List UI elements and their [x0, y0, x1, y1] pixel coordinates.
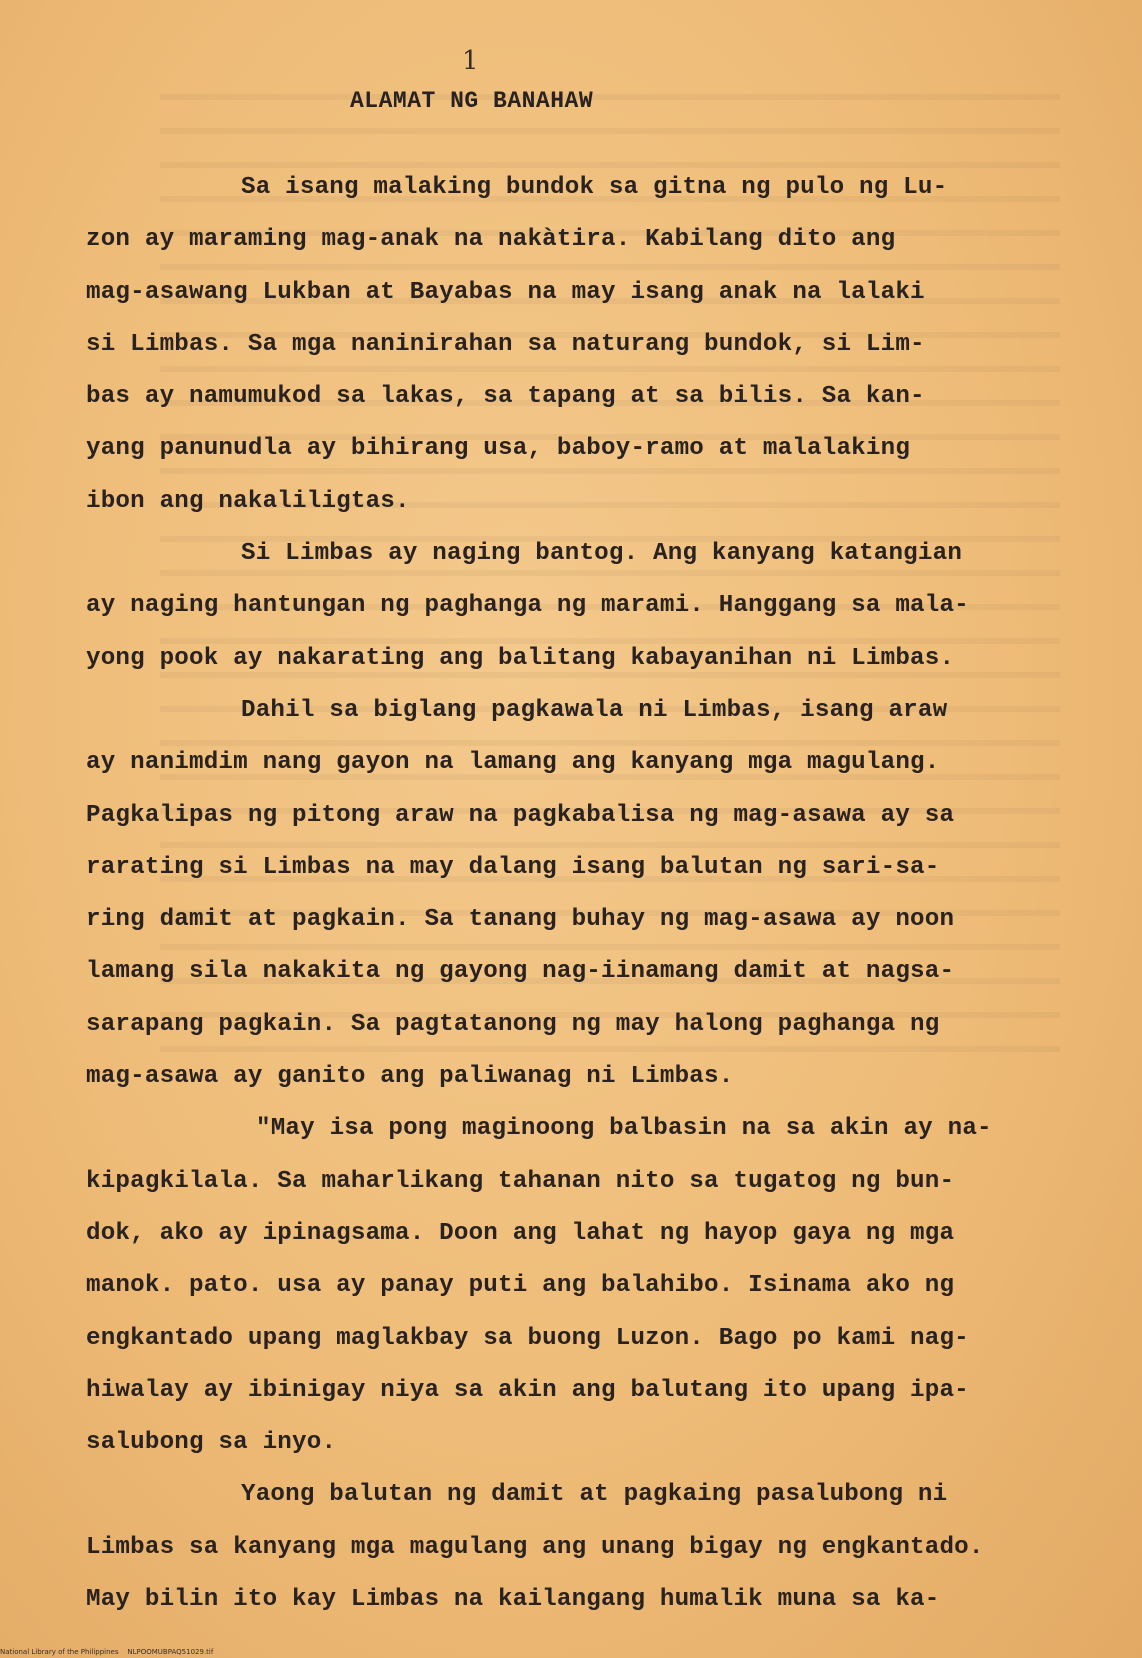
text-line: bas ay namumukod sa lakas, sa tapang at sa bilis. Sa kan-: [86, 383, 925, 411]
text-line: lamang sila nakakita ng gayong nag-iinamang damit at nagsa-: [86, 958, 955, 986]
text-line: manok. pato. usa ay panay puti ang balahibo. Isinama ako ng: [86, 1272, 955, 1300]
text-line: ibon ang nakaliligtas.: [86, 487, 410, 515]
page-number: 1: [462, 46, 479, 76]
text-line: hiwalay ay ibinigay niya sa akin ang balutang ito upang ipa-: [86, 1376, 969, 1404]
body-text: [86, 162, 1086, 1626]
page-title: ALAMAT NG BANAHAW: [350, 88, 594, 114]
text-line: mag-asawang Lukban at Bayabas na may isang anak na lalaki: [86, 278, 925, 306]
text-line: Si Limbas ay naging bantog. Ang kanyang katangian: [241, 540, 963, 568]
text-line: Yaong balutan ng damit at pagkaing pasalubong ni: [241, 1481, 948, 1509]
text-line: sarapang pagkain. Sa pagtatanong ng may halong paghanga ng: [86, 1010, 940, 1038]
text-line: rarating si Limbas na may dalang isang balutan ng sari-sa-: [86, 853, 940, 881]
text-line: zon ay maraming mag-anak na nakàtira. Kabilang dito ang: [86, 226, 896, 254]
text-line: dok, ako ay ipinagsama. Doon ang lahat ng hayop gaya ng mga: [86, 1219, 955, 1247]
text-line: engkantado upang maglakbay sa buong Luzon. Bago po kami nag-: [86, 1324, 969, 1352]
text-line: ay nanimdim nang gayon na lamang ang kanyang mga magulang.: [86, 749, 940, 777]
text-line: salubong sa inyo.: [86, 1429, 337, 1457]
text-line: mag-asawa ay ganito ang paliwanag ni Limbas.: [86, 1063, 734, 1091]
text-line: Limbas sa kanyang mga magulang ang unang bigay ng engkantado.: [86, 1533, 984, 1561]
scan-footer: National Library of the Philippines NLPOOMUBPAQ51029.tif: [0, 1648, 214, 1656]
text-line: May bilin ito kay Limbas na kailangang humalik muna sa ka-: [86, 1586, 940, 1614]
text-line: Dahil sa biglang pagkawala ni Limbas, isang araw: [241, 696, 948, 724]
text-line: Sa isang malaking bundok sa gitna ng pulo ng Lu-: [241, 174, 948, 201]
text-line: ay naging hantungan ng paghanga ng marami. Hanggang sa mala-: [86, 592, 969, 620]
text-line: yang panunudla ay bihirang usa, baboy-ramo at malalaking: [86, 435, 911, 463]
text-line: kipagkilala. Sa maharlikang tahanan nito sa tugatog ng bun-: [86, 1167, 955, 1195]
text-line: ring damit at pagkain. Sa tanang buhay ng mag-asawa ay noon: [86, 906, 955, 934]
text-line: "May isa pong maginoong balbasin na sa akin ay na-: [256, 1115, 992, 1143]
text-line: Pagkalipas ng pitong araw na pagkabalisa ng mag-asawa ay sa: [86, 801, 955, 829]
text-line: si Limbas. Sa mga naninirahan sa naturang bundok, si Lim-: [86, 330, 925, 358]
text-line: yong pook ay nakarating ang balitang kabayanihan ni Limbas.: [86, 644, 955, 672]
